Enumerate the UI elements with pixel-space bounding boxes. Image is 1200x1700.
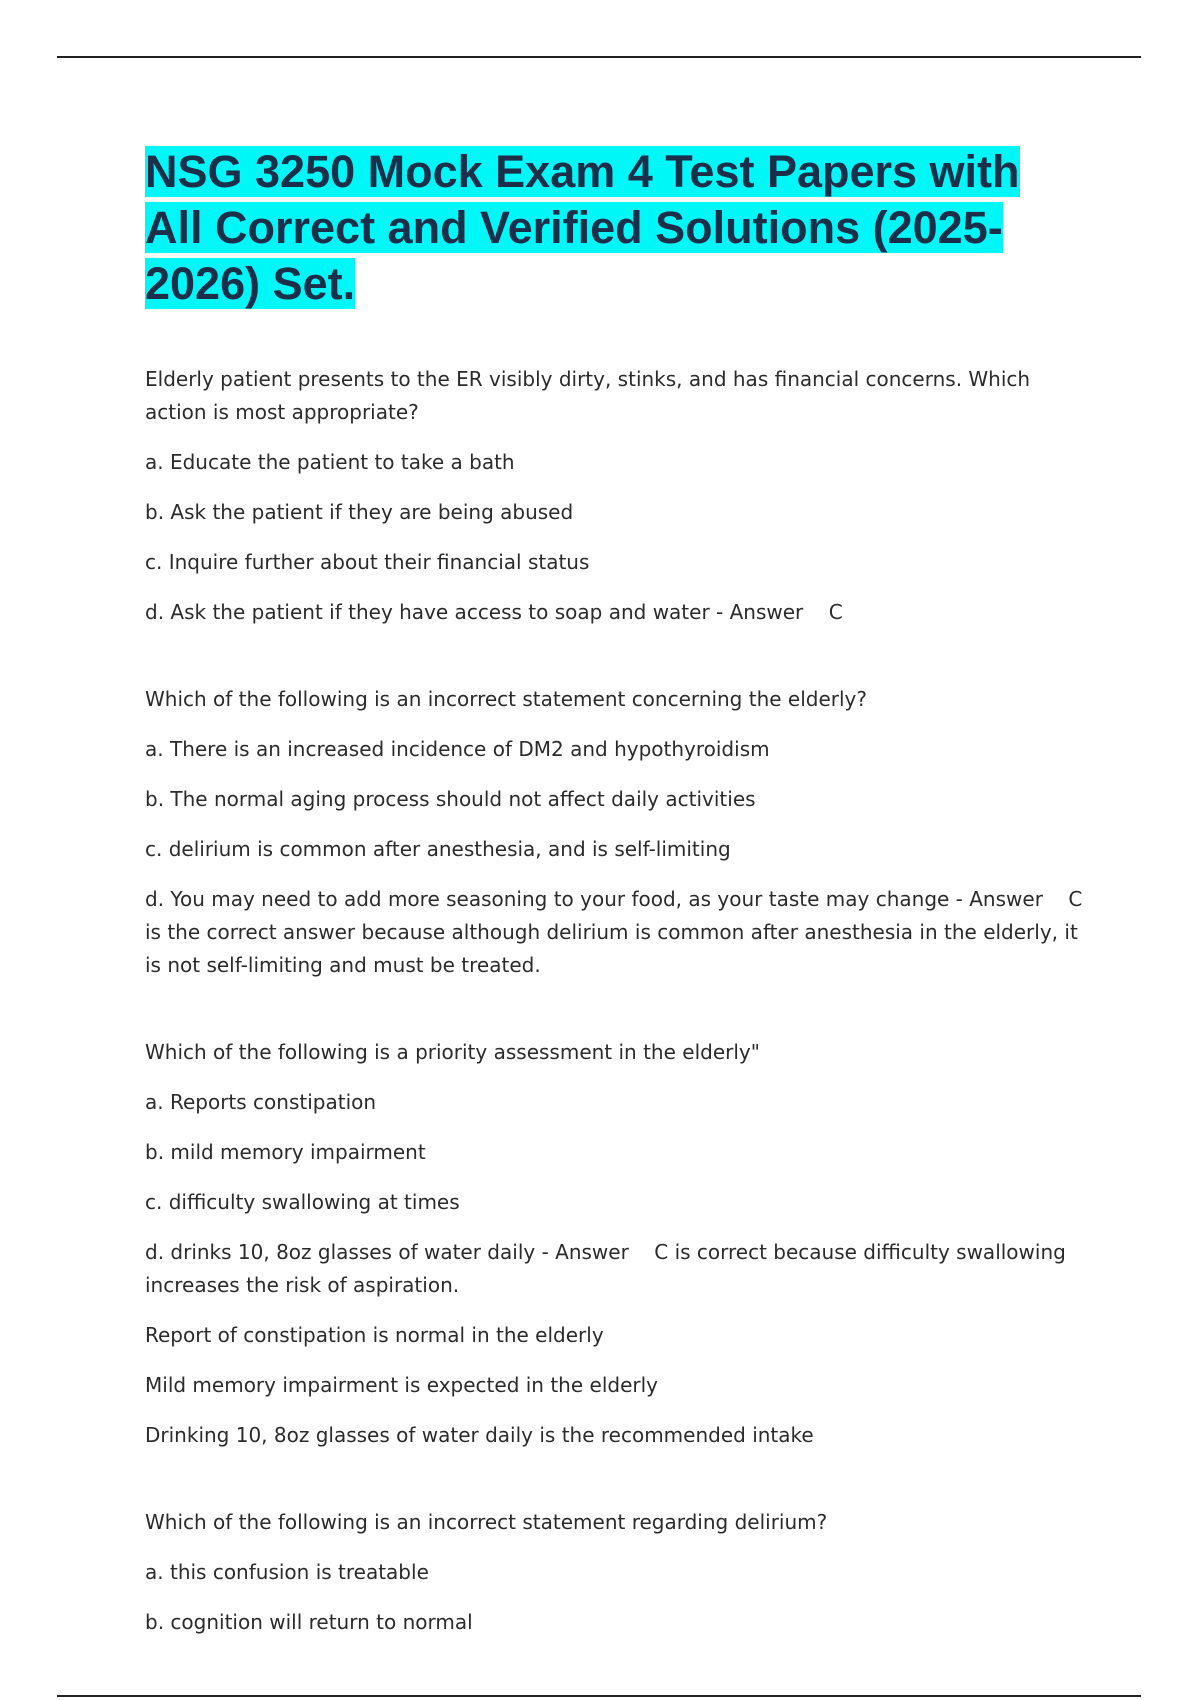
option-d-text: d. You may need to add more seasoning to your food, as your taste may change - Answer <box>145 887 1043 911</box>
explanation-note: Mild memory impairment is expected in the elderly <box>145 1373 658 1397</box>
option-d <box>145 596 1090 629</box>
bottom-rule <box>57 1695 1141 1697</box>
option-b: b. The normal aging process should not affect daily activities <box>145 787 756 811</box>
option-d <box>145 883 1090 982</box>
option-c: c. Inquire further about their financial status <box>145 550 590 574</box>
option-a: a. There is an increased incidence of DM2 and hypothyroidism <box>145 737 770 761</box>
top-rule <box>57 56 1141 58</box>
question-prompt: Elderly patient presents to the ER visibly dirty, stinks, and has financial concerns. Which action is most appropriate? <box>145 367 1031 424</box>
question-prompt: Which of the following is an incorrect statement concerning the elderly? <box>145 687 868 711</box>
title-highlight: NSG 3250 Mock Exam 4 Test Papers with All Correct and Verified Solutions (2025-2026) Set. <box>145 146 1020 309</box>
question-2 <box>145 683 1090 982</box>
option-b: b. mild memory impairment <box>145 1140 426 1164</box>
option-a: a. Reports constipation <box>145 1090 377 1114</box>
option-a: a. this confusion is treatable <box>145 1560 429 1584</box>
option-d-text: d. Ask the patient if they have access to soap and water - Answer <box>145 600 804 624</box>
option-a: a. Educate the patient to take a bath <box>145 450 515 474</box>
explanation-note: Report of constipation is normal in the elderly <box>145 1323 604 1347</box>
option-c: c. delirium is common after anesthesia, and is self-limiting <box>145 837 731 861</box>
question-4 <box>145 1506 1090 1639</box>
option-d <box>145 1236 1090 1302</box>
question-1 <box>145 363 1090 629</box>
explanation-note: Drinking 10, 8oz glasses of water daily is the recommended intake <box>145 1423 814 1447</box>
option-b: b. Ask the patient if they are being abused <box>145 500 574 524</box>
option-c: c. difficulty swallowing at times <box>145 1190 460 1214</box>
question-prompt: Which of the following is an incorrect statement regarding delirium? <box>145 1510 828 1534</box>
answer-text: C is the correct answer because although delirium is common after anesthesia in the elderly, it is not self-limiting and must be treated. <box>145 887 1083 977</box>
answer-text: C is correct because difficulty swallowing increases the risk of aspiration. <box>145 1240 1066 1297</box>
option-d-text: d. drinks 10, 8oz glasses of water daily - Answer <box>145 1240 629 1264</box>
question-prompt: Which of the following is a priority assessment in the elderly" <box>145 1040 760 1064</box>
question-3 <box>145 1036 1090 1452</box>
document-body <box>145 363 1090 1656</box>
document-title <box>145 144 1085 312</box>
answer-text: C <box>828 600 843 624</box>
option-b: b. cognition will return to normal <box>145 1610 473 1634</box>
